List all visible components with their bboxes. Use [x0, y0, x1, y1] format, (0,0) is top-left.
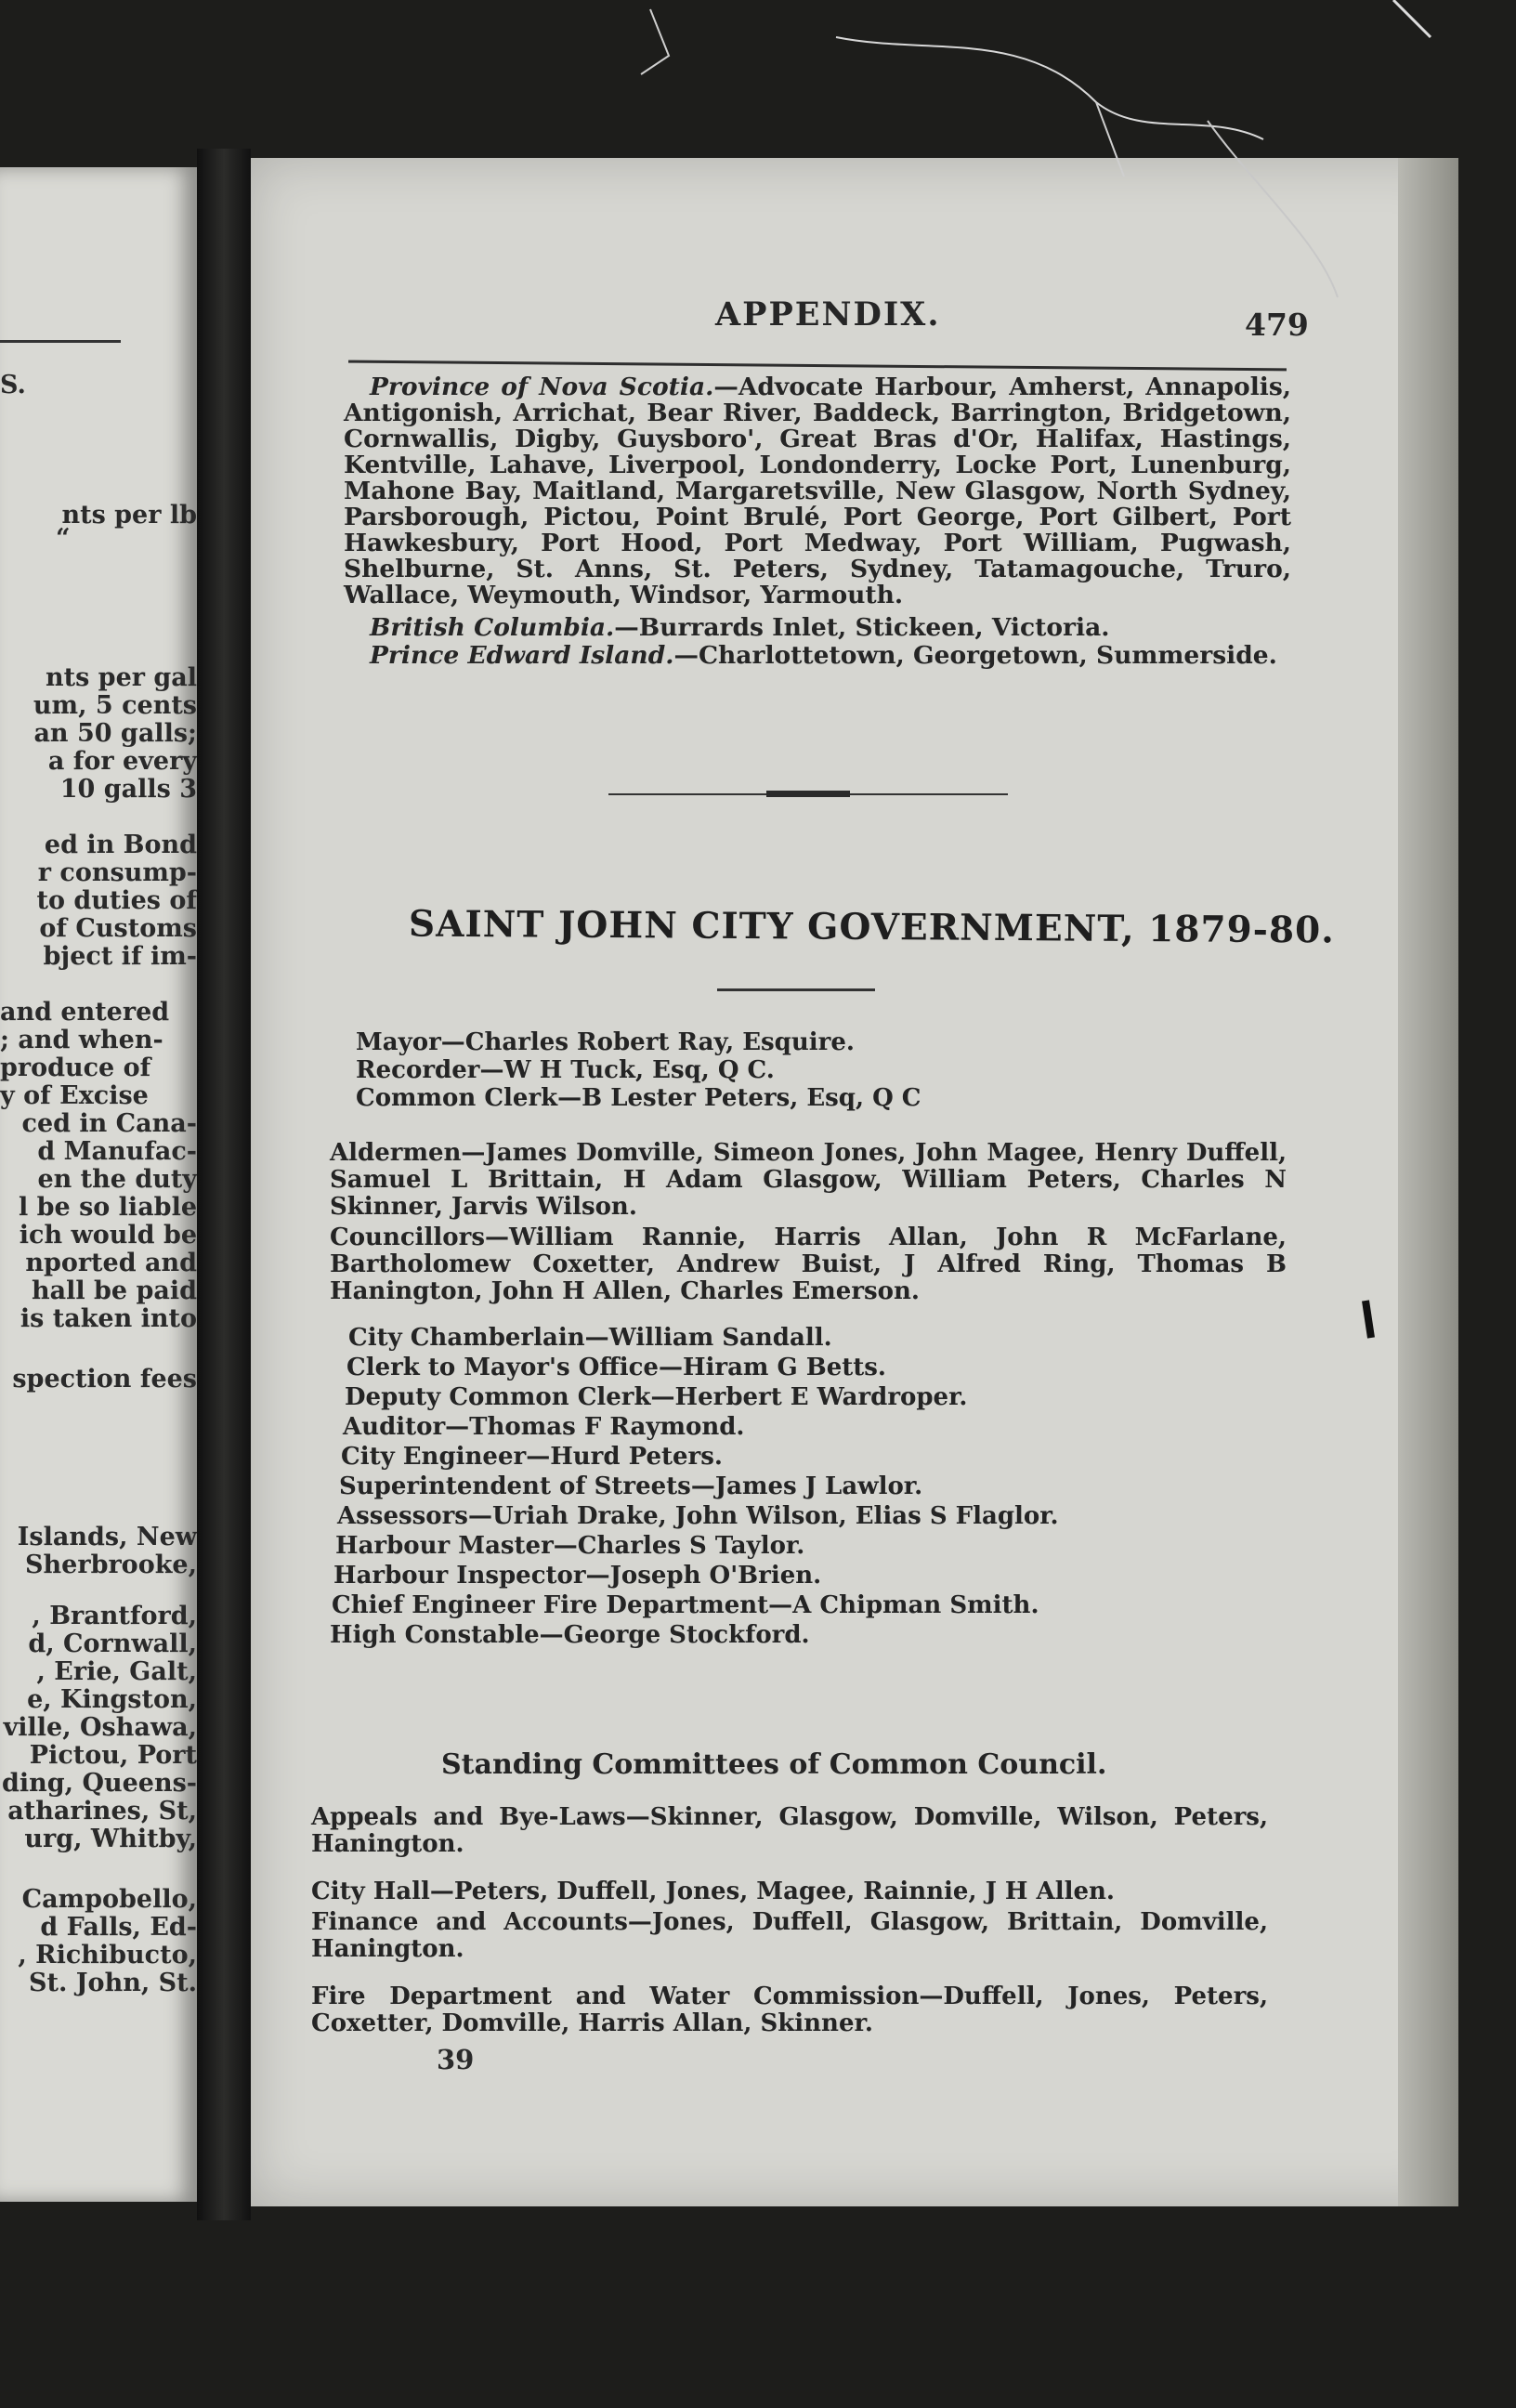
pei-label: Prince Edward Island. [370, 641, 674, 670]
official-entry: Deputy Common Clerk—Herbert E Wardroper. [345, 1383, 968, 1411]
left-page-line: d, Cornwall, [28, 1629, 197, 1658]
left-page-line: of Customs [39, 914, 197, 943]
left-page-line: d Manufac- [37, 1137, 197, 1166]
left-page-line: ding, Queens- [2, 1769, 197, 1798]
left-page-line: ich would be [19, 1221, 197, 1250]
aldermen-entry: Aldermen—James Domville, Simeon Jones, John Magee, Henry Duffell, Samuel L Brittain, H Adam Glasgow, William Peters, Charles N Skinner, Jarvis Wilson. [330, 1139, 1287, 1221]
left-page-line: y of Excise [0, 1081, 149, 1110]
left-page-line: 10 galls 3 [59, 775, 197, 804]
committee-appeals: Appeals and Bye-Laws—Skinner, Glasgow, Domville, Wilson, Peters, Hanington. [311, 1803, 1268, 1858]
official-entry: Chief Engineer Fire Department—A Chipman Smith. [332, 1591, 1039, 1619]
official-entry: Harbour Master—Charles S Taylor. [335, 1532, 805, 1560]
left-page-line: d Falls, Ed- [40, 1913, 197, 1942]
officer-entry: Recorder—W H Tuck, Esq, Q C. [356, 1056, 775, 1084]
committee-city-hall: City Hall—Peters, Duffell, Jones, Magee, Rainnie, J H Allen. [311, 1878, 1115, 1905]
left-page-line: l be so liable [18, 1193, 197, 1222]
left-page-rule [0, 340, 121, 343]
left-page-line: ; and when- [0, 1026, 163, 1054]
left-page-line: Campobello, [21, 1885, 197, 1914]
british-columbia-label: British Columbia. [370, 613, 615, 642]
councillors-entry: Councillors—William Rannie, Harris Allan, John R McFarlane, Bartholomew Coxetter, Andrew Buist, J Alfred Ring, Thomas B Hanington, John H Allen, Charles Emerson. [330, 1224, 1287, 1305]
left-page-line: St. John, St. [29, 1969, 197, 1997]
section-ornament-rule [608, 791, 1008, 798]
nova-scotia-paragraph [344, 374, 1291, 609]
nova-scotia-text: —Advocate Harbour, Amherst, Annapolis, Antigonish, Arrichat, Bear River, Baddeck, Barrington, Bridgetown, Cornwallis, Digby, Guysboro', Great Bras d'Or, Halifax, Hastings, Kentville, Lahave, Liverpool, Londonderry, Locke Port, Lunenburg, Mahone Bay, Maitland, Margaretsville, New Glasgow, North Sydney, Parsborough, Pictou, Point Brulé, Port George, Port Gilbert, Port Hawkesbury, Port Hood, Port Medway, Port William, Pugwash, Shelburne, St. Anns, St. Peters, Sydney, Tatamagouche, Truro, Wallace, Weymouth, Windsor, Yarmouth. [344, 373, 1291, 609]
left-page-line: S. [0, 371, 26, 399]
page-number: 479 [1245, 307, 1309, 343]
left-page-line: bject if im- [43, 942, 197, 971]
official-entry: High Constable—George Stockford. [330, 1621, 810, 1649]
left-page-line: Sherbrooke, [25, 1551, 197, 1579]
left-page-line: spection fees [12, 1365, 197, 1394]
left-page-line: , Richibucto, [18, 1941, 197, 1970]
officer-entry: Common Clerk—B Lester Peters, Esq, Q C [356, 1084, 921, 1112]
pei-text: —Charlottetown, Georgetown, Summerside. [673, 641, 1277, 670]
left-page-line: um, 5 cents [33, 691, 197, 720]
left-page-line: atharines, St, [7, 1797, 197, 1826]
left-page-line: nported and [25, 1249, 197, 1277]
left-page-line: , Brantford, [32, 1602, 197, 1630]
left-page-line: nts per lb [61, 501, 197, 530]
left-page-line: to duties of [36, 886, 197, 915]
official-entry: City Chamberlain—William Sandall. [348, 1324, 832, 1352]
nova-scotia-label: Province of Nova Scotia. [370, 373, 714, 401]
committee-fire: Fire Department and Water Commission—Duffell, Jones, Peters, Coxetter, Domville, Harris Allan, Skinner. [311, 1983, 1268, 2037]
section-title: SAINT JOHN CITY GOVERNMENT, 1879-80. [408, 902, 1335, 952]
left-page-line: “ [56, 524, 71, 553]
left-page-fragment [0, 167, 197, 2202]
officer-entry: Mayor—Charles Robert Ray, Esquire. [356, 1028, 855, 1056]
left-page-line: ville, Oshawa, [3, 1713, 197, 1742]
official-entry: City Engineer—Hurd Peters. [341, 1443, 723, 1471]
left-page-line: Islands, New [17, 1523, 197, 1551]
running-head: APPENDIX. [715, 295, 941, 334]
committees-heading: Standing Committees of Common Council. [441, 1748, 1107, 1781]
left-page-line: hall be paid [31, 1276, 197, 1305]
official-entry: Harbour Inspector—Joseph O'Brien. [333, 1562, 822, 1590]
pei-paragraph [344, 643, 1291, 669]
british-columbia-paragraph [344, 615, 1291, 641]
official-entry: Clerk to Mayor's Office—Hiram G Betts. [346, 1354, 886, 1381]
british-columbia-text: —Burrards Inlet, Stickeen, Victoria. [614, 613, 1110, 642]
left-page-line: is taken into [20, 1304, 197, 1333]
left-page-line: r consump- [37, 858, 197, 887]
book-spine [197, 149, 251, 2220]
left-page-line: and entered [0, 998, 170, 1027]
left-page-line: e, Kingston, [27, 1685, 197, 1714]
official-entry: Assessors—Uriah Drake, John Wilson, Elias S Flaglor. [337, 1502, 1059, 1530]
left-page-line: a for every [47, 747, 197, 776]
title-rule [717, 988, 875, 991]
official-entry: Auditor—Thomas F Raymond. [343, 1413, 745, 1441]
left-page-line: an 50 galls; [33, 719, 197, 748]
signature-mark: 39 [437, 2044, 475, 2075]
page-edge-shadow [1398, 158, 1458, 2206]
left-page-line: ed in Bond [44, 831, 197, 859]
left-page-line: en the duty [37, 1165, 197, 1194]
left-page-line: , Erie, Galt, [36, 1657, 197, 1686]
left-page-line: urg, Whitby, [24, 1825, 197, 1853]
left-page-line: produce of [0, 1054, 151, 1082]
committee-finance: Finance and Accounts—Jones, Duffell, Glasgow, Brittain, Domville, Hanington. [311, 1908, 1268, 1963]
left-page-line: ced in Cana- [21, 1109, 197, 1138]
official-entry: Superintendent of Streets—James J Lawlor. [339, 1472, 923, 1500]
left-page-line: nts per gal [45, 663, 197, 692]
left-page-line: Pictou, Port [29, 1741, 197, 1770]
